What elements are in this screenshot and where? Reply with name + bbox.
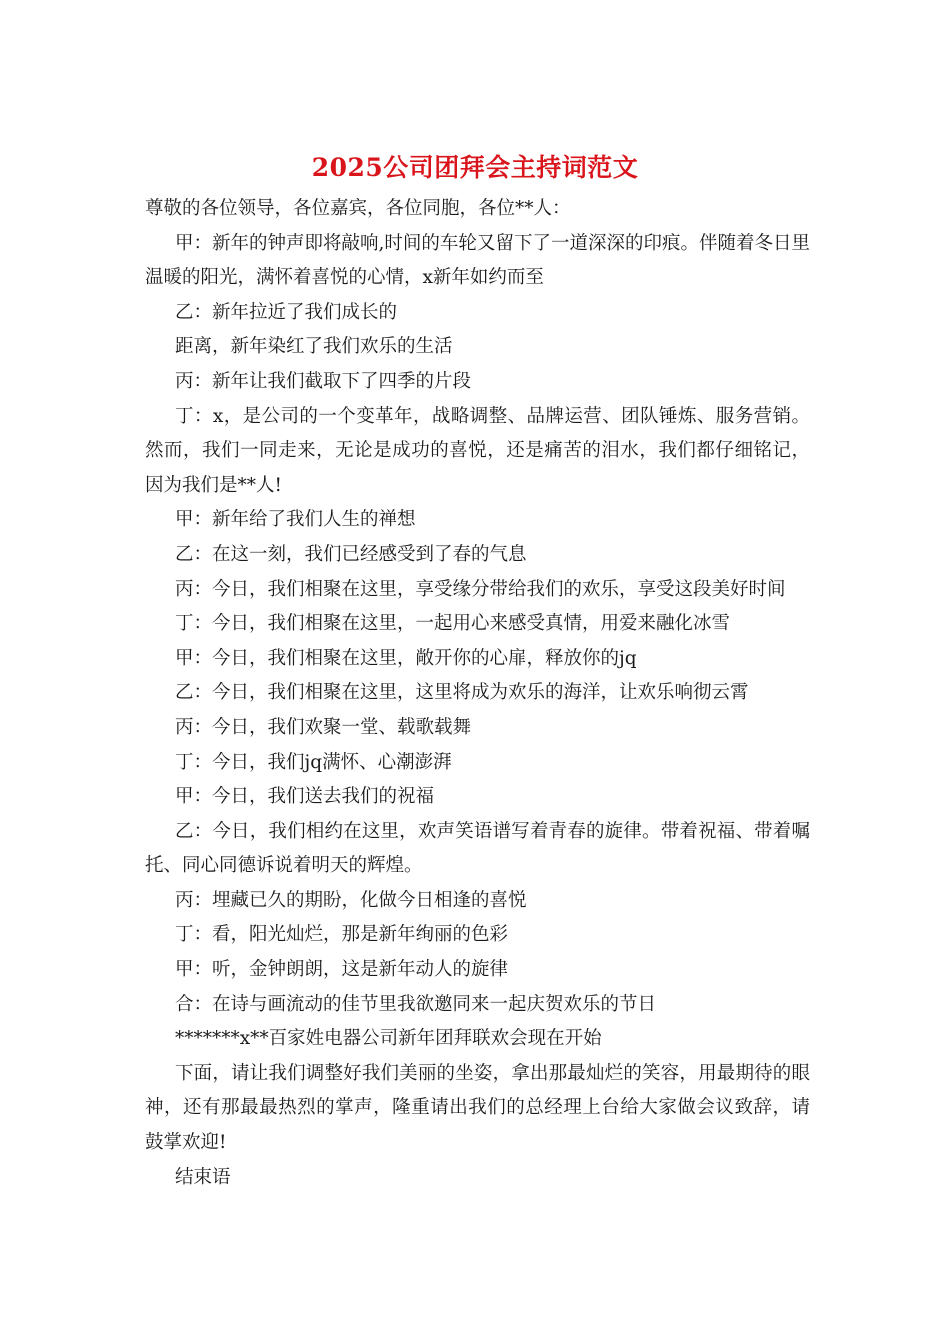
- paragraph: 乙：今日，我们相聚在这里，这里将成为欢乐的海洋，让欢乐响彻云霄: [175, 682, 749, 704]
- document-body: [145, 192, 810, 1195]
- paragraph: 丙：新年让我们截取下了四季的片段: [175, 370, 472, 392]
- document-title: 2025公司团拜会主持词范文: [311, 153, 639, 182]
- paragraph: 甲：今日，我们送去我们的祝福: [175, 786, 435, 808]
- paragraph-greeting: 尊敬的各位领导，各位嘉宾，各位同胞，各位**人：: [145, 198, 571, 219]
- paragraph: 丁：x，是公司的一个变革年，战略调整、品牌运营、团队锤炼、服务营销。然而，我们一同走来，无论是成功的喜悦，还是痛苦的泪水，我们都仔细铭记，因为我们是**人!: [145, 405, 810, 496]
- paragraph: 合：在诗与画流动的佳节里我欲邀同来一起庆贺欢乐的节日: [175, 993, 657, 1015]
- paragraph: 丙：今日，我们相聚在这里，享受缘分带给我们的欢乐，享受这段美好时间: [175, 578, 786, 600]
- paragraph: 丁：看，阳光灿烂，那是新年绚丽的色彩: [175, 924, 509, 946]
- paragraph: 丁：今日，我们jq满怀、心潮澎湃: [175, 751, 452, 773]
- paragraph: 乙：在这一刻，我们已经感受到了春的气息: [175, 543, 527, 565]
- paragraph: 距离，新年染红了我们欢乐的生活: [175, 336, 453, 358]
- paragraph-closing: 结束语: [175, 1166, 231, 1188]
- paragraph: 丙：埋藏已久的期盼，化做今日相逢的喜悦: [175, 889, 527, 911]
- paragraph: 甲：新年的钟声即将敲响,时间的车轮又留下了一道深深的印痕。伴随着冬日里温暖的阳光，满怀着喜悦的心情，x新年如约而至: [145, 232, 810, 289]
- paragraph: 甲：新年给了我们人生的禅想: [175, 509, 416, 531]
- paragraph: 丙：今日，我们欢聚一堂、载歌载舞: [175, 716, 472, 738]
- paragraph: 丁：今日，我们相聚在这里，一起用心来感受真情，用爱来融化冰雪: [175, 613, 731, 635]
- paragraph: 甲：今日，我们相聚在这里，敞开你的心扉，释放你的jq: [175, 647, 637, 669]
- paragraph: 甲：听，金钟朗朗，这是新年动人的旋律: [175, 959, 509, 981]
- paragraph: *******x**百家姓电器公司新年团拜联欢会现在开始: [175, 1028, 602, 1050]
- paragraph: 下面，请让我们调整好我们美丽的坐姿，拿出那最灿烂的笑容，用最期待的眼神，还有那最最热烈的掌声，隆重请出我们的总经理上台给大家做会议致辞，请鼓掌欢迎!: [145, 1062, 810, 1154]
- paragraph: 乙：今日，我们相约在这里，欢声笑语谱写着青春的旋律。带着祝福、带着嘱托、同心同德诉说着明天的辉煌。: [145, 820, 810, 877]
- paragraph: 乙：新年拉近了我们成长的: [175, 301, 398, 323]
